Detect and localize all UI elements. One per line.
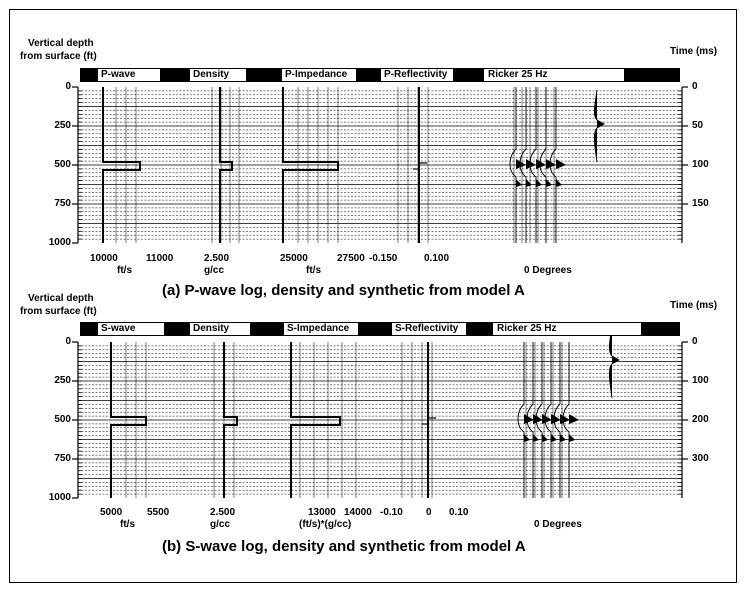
time-tick-a-100: 100 xyxy=(692,159,709,170)
panel-b-trace-trough-1 xyxy=(533,434,539,442)
time-tick-a-150: 150 xyxy=(692,198,709,209)
time-tick-a-50: 50 xyxy=(692,120,704,131)
panel-a-trace-peak-0 xyxy=(516,159,526,169)
panel-a-trace-peak-4 xyxy=(556,159,566,169)
time-tick-b-300: 300 xyxy=(692,453,709,464)
right-axis-title-b: Time (ms) xyxy=(670,300,718,311)
left-axis-title-a-2: from surface (ft) xyxy=(20,51,97,62)
scale-pwave-min: 10000 xyxy=(90,253,118,264)
time-tick-b-0: 0 xyxy=(692,336,698,347)
scale-swave-min: 5000 xyxy=(100,507,123,518)
scale-impedance-b-min: 13000 xyxy=(308,507,336,518)
depth-tick-b-750: 750 xyxy=(54,453,71,464)
scale-impedance-a-min: 25000 xyxy=(280,253,308,264)
panel-b-trace-trough-5 xyxy=(569,434,575,442)
scale-reflectivity-a-min: -0.150 xyxy=(369,253,398,264)
panel-b-trace-trough-0 xyxy=(524,434,530,442)
panel-b-ricker-wavelet xyxy=(609,326,619,398)
time-tick-b-200: 200 xyxy=(692,414,709,425)
panel-a-trace-trough-1 xyxy=(526,179,532,187)
panel-a-trace-peak-2 xyxy=(536,159,546,169)
track-header-pwave: P-wave xyxy=(98,69,160,81)
panel-b-trace-trough-3 xyxy=(551,434,557,442)
scale-density-b: 2.500 xyxy=(210,507,236,518)
unit-pwave: ft/s xyxy=(117,265,132,276)
panel-b-trace-peak-1 xyxy=(533,414,543,424)
track-header-p-impedance: P-Impedance xyxy=(282,69,356,81)
left-axis-title-b-2: from surface (ft) xyxy=(20,306,97,317)
depth-tick-b-250: 250 xyxy=(54,375,71,386)
track-header-ricker-a: Ricker 25 Hz xyxy=(484,69,624,81)
panel-a-trace-peak-3 xyxy=(546,159,556,169)
panel-b-trace-peak-2 xyxy=(542,414,552,424)
scale-reflectivity-b-min: -0.10 xyxy=(380,507,403,518)
depth-tick-a-500: 500 xyxy=(54,159,71,170)
scale-density-a: 2.500 xyxy=(204,253,230,264)
depth-tick-b-1000: 1000 xyxy=(48,492,71,503)
panel-b-trace-trough-4 xyxy=(560,434,566,442)
panel-a-trace-trough-2 xyxy=(536,179,542,187)
caption-b: (b) S-wave log, density and synthetic from model A xyxy=(162,538,526,555)
depth-tick-b-500: 500 xyxy=(54,414,71,425)
panel-b-trace-peak-4 xyxy=(560,414,570,424)
track-header-density-b: Density xyxy=(190,323,250,335)
scale-impedance-a-max: 27500 xyxy=(337,253,365,264)
scale-pwave-max: 11000 xyxy=(146,253,174,264)
angle-label-a: 0 Degrees xyxy=(524,265,572,276)
scale-swave-max: 5500 xyxy=(147,507,170,518)
track-header-p-reflectivity: P-Reflectivity xyxy=(381,69,453,81)
panel-b-trace-peak-3 xyxy=(551,414,561,424)
panel-b-trace-peak-0 xyxy=(524,414,534,424)
track-header-ricker-b: Ricker 25 Hz xyxy=(493,323,641,335)
panel-a-trace-trough-4 xyxy=(556,179,562,187)
right-axis-title-a: Time (ms) xyxy=(670,46,718,57)
caption-a: (a) P-wave log, density and synthetic from model A xyxy=(162,282,525,299)
left-axis-title-b: Vertical depth xyxy=(28,293,94,304)
scale-impedance-b-max: 14000 xyxy=(344,507,372,518)
panel-b-trace-peak-5 xyxy=(569,414,579,424)
track-header-density-a: Density xyxy=(190,69,246,81)
scale-reflectivity-a-max: 0.100 xyxy=(424,253,450,264)
left-axis-title-a: Vertical depth xyxy=(28,38,94,49)
scale-reflectivity-b-max: 0.10 xyxy=(449,507,469,518)
depth-tick-a-250: 250 xyxy=(54,120,71,131)
unit-impedance-a: ft/s xyxy=(306,265,321,276)
scale-reflectivity-b-zero: 0 xyxy=(426,507,432,518)
panel-a-trace-trough-0 xyxy=(516,179,522,187)
time-tick-a-0: 0 xyxy=(692,81,698,92)
panel-a-trace-trough-3 xyxy=(546,179,552,187)
track-header-s-reflectivity: S-Reflectivity xyxy=(392,323,466,335)
panel-a-trace-peak-1 xyxy=(526,159,536,169)
unit-density-b: g/cc xyxy=(210,519,231,530)
depth-tick-a-1000: 1000 xyxy=(48,237,71,248)
depth-tick-a-750: 750 xyxy=(54,198,71,209)
depth-tick-b-0: 0 xyxy=(65,336,71,347)
depth-tick-a-0: 0 xyxy=(65,81,71,92)
time-tick-b-100: 100 xyxy=(692,375,709,386)
track-header-swave: S-wave xyxy=(98,323,164,335)
track-header-s-impedance: S-Impedance xyxy=(284,323,358,335)
unit-swave: ft/s xyxy=(120,519,135,530)
panel-b-trace-trough-2 xyxy=(542,434,548,442)
unit-impedance-b: (ft/s)*(g/cc) xyxy=(299,519,352,530)
unit-density-a: g/cc xyxy=(204,265,225,276)
angle-label-b: 0 Degrees xyxy=(534,519,582,530)
